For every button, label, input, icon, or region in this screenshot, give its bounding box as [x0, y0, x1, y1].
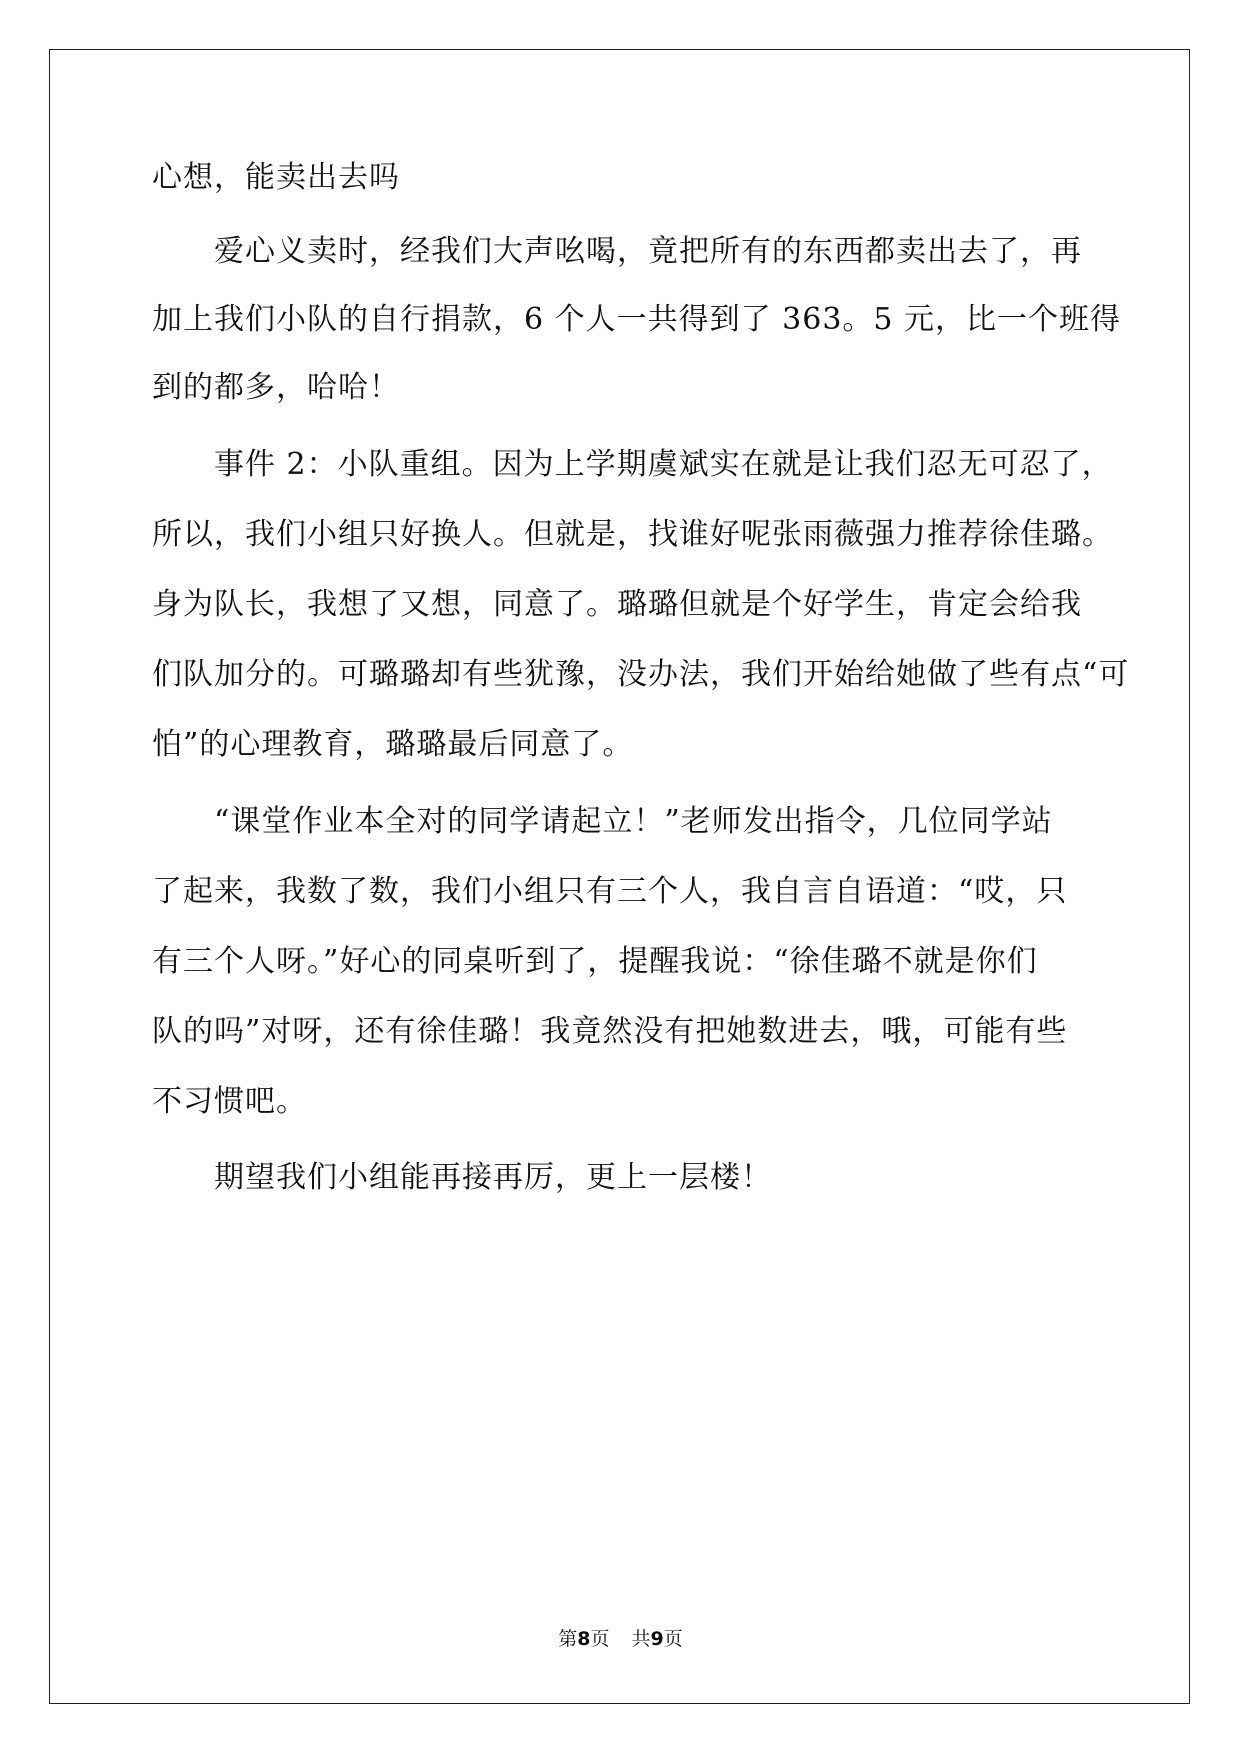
text-line: 不习惯吧。 — [152, 1084, 307, 1119]
paragraph-line: “课堂作业本全对的同学请起立！”老师发出指令，几位同学站 — [214, 804, 1053, 839]
page-suffix: 页 — [590, 1628, 610, 1650]
text-line: 身为队长，我想了又想，同意了。璐璐但就是个好学生，肯定会给我 — [152, 587, 1082, 622]
text-line: 所以，我们小组只好换人。但就是，找谁好呢张雨薇强力推荐徐佳璐。 — [152, 517, 1113, 552]
text-line: 们队加分的。可璐璐却有些犹豫，没办法，我们开始给她做了些有点“可 — [152, 657, 1130, 692]
page-footer — [0, 1627, 1241, 1651]
page-prefix: 第 — [558, 1628, 578, 1650]
text-line: 了起来，我数了数，我们小组只有三个人，我自言自语道：“哎，只 — [152, 874, 1068, 909]
page-current: 8 — [577, 1628, 591, 1650]
text-line: 怕”的心理教育，璐璐最后同意了。 — [152, 727, 634, 762]
page-total: 9 — [650, 1628, 664, 1650]
paragraph-line: 事件 2：小队重组。因为上学期虞斌实在就是让我们忍无可忍了， — [214, 447, 1113, 482]
text-line: 心想，能卖出去吗 — [152, 160, 400, 195]
paragraph-line: 期望我们小组能再接再厉，更上一层楼！ — [214, 1160, 772, 1195]
text-line: 队的吗”对呀，还有徐佳璐！我竟然没有把她数进去，哦，可能有些 — [152, 1014, 1068, 1049]
paragraph-line: 爱心义卖时，经我们大声吆喝，竟把所有的东西都卖出去了，再 — [214, 234, 1082, 269]
text-line: 到的都多，哈哈！ — [152, 370, 400, 405]
total-prefix: 共 — [631, 1628, 651, 1650]
text-line: 加上我们小队的自行捐款，6 个人一共得到了 363。5 元，比一个班得 — [152, 302, 1122, 337]
text-line: 有三个人呀。”好心的同桌听到了，提醒我说：“徐佳璐不就是你们 — [152, 944, 1038, 979]
total-suffix: 页 — [663, 1628, 683, 1650]
